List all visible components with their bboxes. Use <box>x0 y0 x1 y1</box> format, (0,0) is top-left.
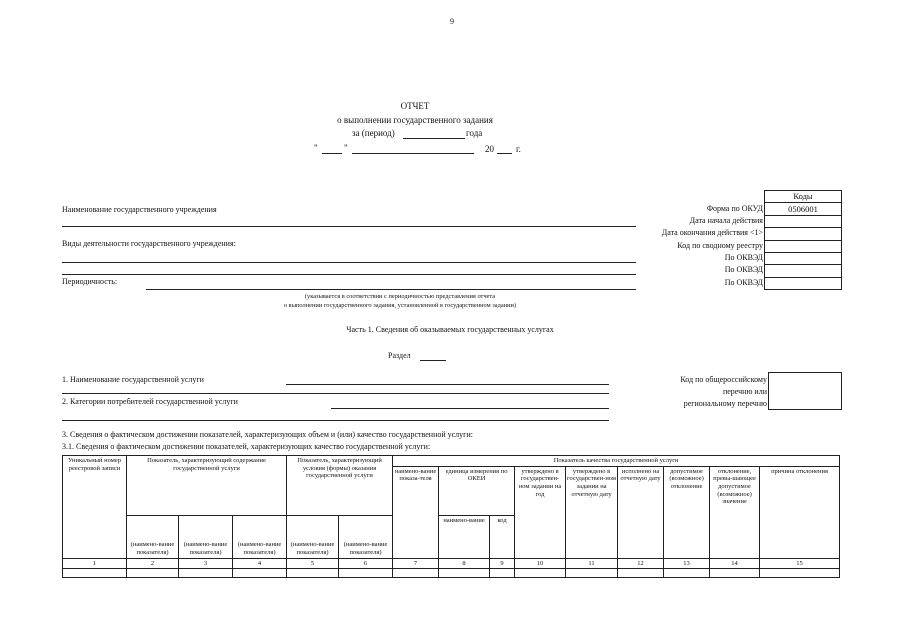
period-line[interactable] <box>403 138 465 139</box>
col-number: 13 <box>664 558 710 569</box>
col-unit-code: код <box>490 515 515 558</box>
data-cell[interactable] <box>760 569 840 578</box>
code-cell[interactable] <box>765 277 842 289</box>
data-cell[interactable] <box>63 569 127 578</box>
institution-name-label: Наименование государственного учреждения <box>62 205 217 214</box>
date-quote-close: " <box>344 143 348 153</box>
periodicity-line[interactable] <box>146 289 636 290</box>
param-name-cell: (наимено-вание показателя) <box>127 515 179 558</box>
data-cell[interactable] <box>566 569 618 578</box>
data-cell[interactable] <box>515 569 566 578</box>
okved-label-1: По ОКВЭД <box>724 253 763 262</box>
col-executed: исполнено на отчетную дату <box>618 466 664 558</box>
col-number: 5 <box>287 558 339 569</box>
col-deviation-reason: причина отклонения <box>760 466 840 558</box>
activity-types-label: Виды деятельности государственного учреждения: <box>62 239 236 248</box>
param-name-cell: (наимено-вание показателя) <box>179 515 233 558</box>
col-unique-number: Уникальный номер реестровой записи <box>63 456 127 559</box>
heading-3-1: 3.1. Сведения о фактическом достижении показателей, характеризующих качество государственной услуги: <box>62 442 431 451</box>
section-number-line[interactable] <box>420 360 446 361</box>
service-name-line-2[interactable] <box>62 393 609 394</box>
col-unit-okei: единица измерения по ОКЕИ <box>439 466 515 515</box>
heading-3: 3. Сведения о фактическом достижении показателей, характеризующих объем и (или) качество государственной услуги: <box>62 430 473 439</box>
data-cell[interactable] <box>664 569 710 578</box>
end-date-label: Дата окончания действия <1> <box>661 228 763 237</box>
col-number: 10 <box>515 558 566 569</box>
codes-table <box>764 190 842 290</box>
part1-heading: Часть 1. Сведения об оказываемых государственных услугах <box>346 325 554 334</box>
period-year-label: года <box>466 128 483 138</box>
col-excess-deviation: отклонение, превы-шающее допустимое (возможное) значение <box>710 466 760 558</box>
col-conditions-indicator: Показатель, характеризующий условия (формы) оказания государственной услуги <box>287 456 393 516</box>
col-allowed-deviation: допустимое (возможное) отклонение <box>664 466 710 558</box>
col-number: 8 <box>439 558 490 569</box>
activity-line-2[interactable] <box>62 274 636 275</box>
date-year-suffix: г. <box>516 144 521 154</box>
data-cell[interactable] <box>287 569 339 578</box>
data-cell[interactable] <box>439 569 490 578</box>
col-approved-year: утверждено в государствен-ном задании на год <box>515 466 566 558</box>
service-name-label: 1. Наименование государственной услуги <box>62 375 204 384</box>
date-year-prefix: 20 <box>485 144 494 154</box>
col-number: 4 <box>233 558 287 569</box>
okved-label-3: По ОКВЭД <box>724 278 763 287</box>
section-label: Раздел <box>388 351 411 360</box>
col-number: 9 <box>490 558 515 569</box>
start-date-label: Дата начала действия <box>689 216 763 225</box>
data-cell[interactable] <box>127 569 179 578</box>
code-cell[interactable] <box>765 215 842 227</box>
consumers-label: 2. Категории потребителей государственной услуги <box>62 397 238 406</box>
page-number: 9 <box>450 17 454 26</box>
code-cell[interactable] <box>765 252 842 264</box>
col-number: 2 <box>127 558 179 569</box>
registry-code-caption-2: перечню или <box>722 387 767 396</box>
okved-label-2: По ОКВЭД <box>724 265 763 274</box>
registry-code-box[interactable] <box>768 372 842 410</box>
col-unit-name: наимено-вание <box>439 515 490 558</box>
date-month-line[interactable] <box>352 153 474 154</box>
consumers-line[interactable] <box>331 408 609 409</box>
period-label: за (период) <box>352 128 395 138</box>
quality-table <box>62 455 840 578</box>
col-number: 3 <box>179 558 233 569</box>
periodicity-note-1: (указывается в соответствии с периодичностью представления отчета <box>304 293 496 300</box>
col-number: 1 <box>63 558 127 569</box>
data-cell[interactable] <box>339 569 393 578</box>
institution-name-line[interactable] <box>62 226 636 227</box>
data-cell[interactable] <box>618 569 664 578</box>
registry-code-caption-1: Код по общероссийскому <box>680 375 767 384</box>
col-content-indicator: Показатель, характеризующий содержание государственной услуги <box>127 456 287 516</box>
col-indicator-name: наимено-вание показа-теля <box>393 466 439 558</box>
col-number: 7 <box>393 558 439 569</box>
okud-label: Форма по ОКУД <box>706 204 763 213</box>
col-quality-indicator: Показатель качества государственной услуги <box>393 456 840 467</box>
data-cell[interactable] <box>710 569 760 578</box>
report-title: ОТЧЕТ <box>400 101 430 111</box>
data-cell[interactable] <box>233 569 287 578</box>
param-name-cell: (наимено-вание показателя) <box>339 515 393 558</box>
activity-line-1[interactable] <box>62 262 636 263</box>
col-number: 15 <box>760 558 840 569</box>
registry-code-caption-3: региональному перечню <box>683 399 767 408</box>
code-cell[interactable] <box>765 265 842 277</box>
report-subtitle: о выполнении государственного задания <box>337 115 493 125</box>
code-cell[interactable] <box>765 240 842 252</box>
periodicity-label: Периодичность: <box>62 277 118 286</box>
col-approved-date: утверждено в государствен-ном задании на отчетную дату <box>566 466 618 558</box>
param-name-cell: (наимено-вание показателя) <box>233 515 287 558</box>
periodicity-note-2: о выполнении государственного задания, установленной в государственном задании) <box>283 302 517 309</box>
registry-code-label: Код по сводному реестру <box>677 241 763 250</box>
codes-header: Коды <box>765 191 842 203</box>
col-number: 14 <box>710 558 760 569</box>
data-cell[interactable] <box>179 569 233 578</box>
date-day-line[interactable] <box>322 153 342 154</box>
date-quote-open: " <box>314 143 318 153</box>
col-number: 11 <box>566 558 618 569</box>
service-name-line[interactable] <box>286 384 609 385</box>
param-name-cell: (наимено-вание показателя) <box>287 515 339 558</box>
okud-code[interactable]: 0506001 <box>765 203 842 215</box>
date-year-line[interactable] <box>497 153 512 154</box>
col-number: 6 <box>339 558 393 569</box>
consumers-line-2[interactable] <box>62 420 609 421</box>
data-cell[interactable] <box>490 569 515 578</box>
col-number: 12 <box>618 558 664 569</box>
data-cell[interactable] <box>393 569 439 578</box>
code-cell[interactable] <box>765 228 842 240</box>
